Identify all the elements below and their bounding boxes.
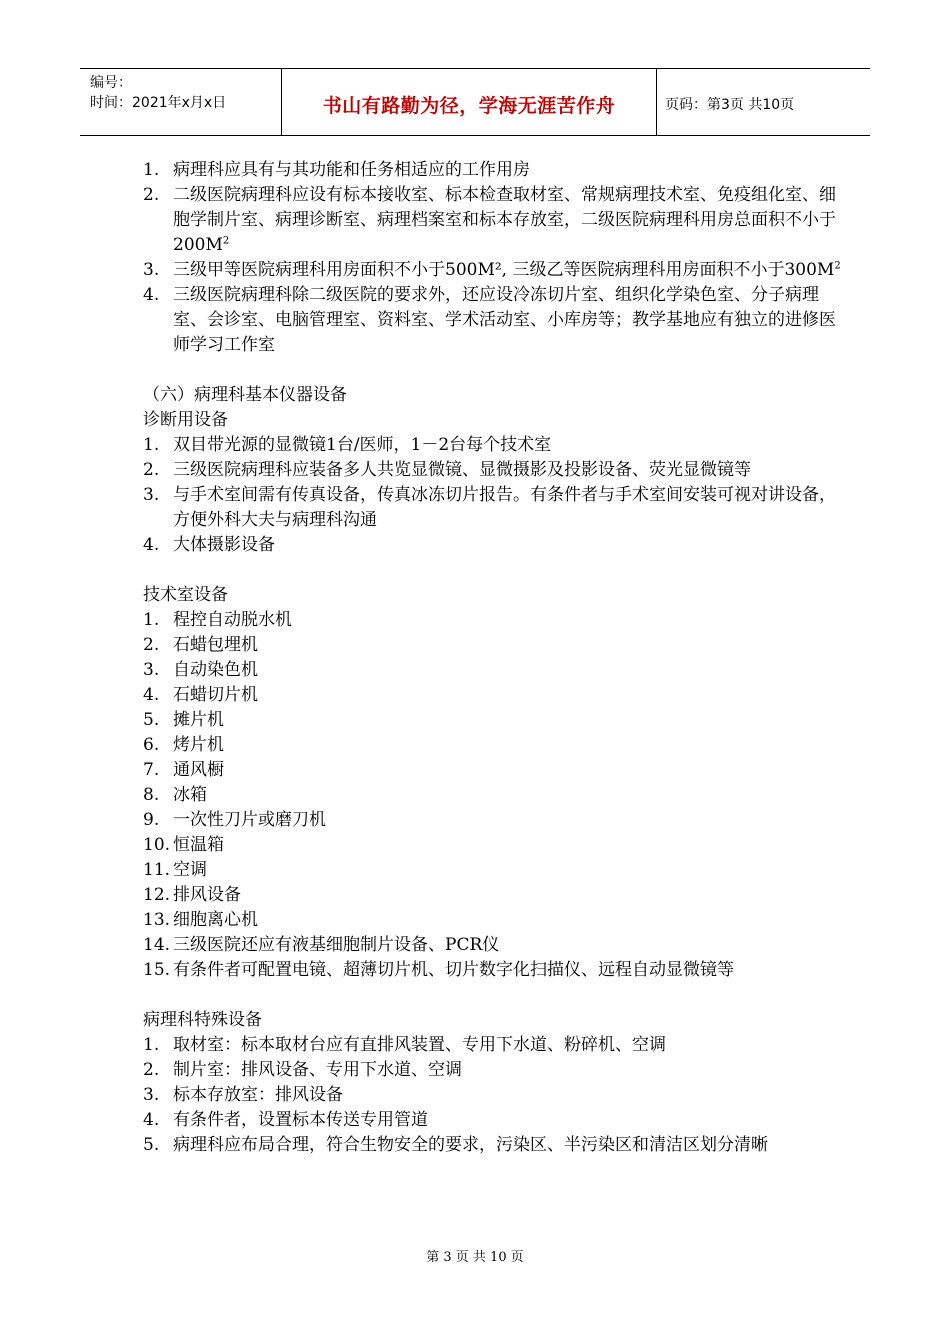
list-item [143,808,843,833]
list-item-number: 4. [143,535,160,555]
list-item-text: 有条件者可配置电镜、超薄切片机、切片数字化扫描仪、远程自动显微镜等 [173,960,734,980]
list-item-text: 细胞离心机 [173,910,258,930]
list-item [143,958,843,983]
list-item-number: 7. [143,760,160,780]
list-item-number: 12. [143,885,171,905]
document-body [143,158,843,1158]
list-item [143,458,843,483]
list-item [143,833,843,858]
list-item-number: 11. [143,860,171,880]
list-item-number: 1. [143,435,160,455]
superscript: 2 [834,260,841,272]
list-item [143,183,843,258]
list-item-number: 6. [143,735,160,755]
list-item [143,933,843,958]
list-item-text: 有条件者，设置标本传送专用管道 [173,1110,428,1130]
list-item-number: 14. [143,935,171,955]
special-title: 病理科特殊设备 [143,1010,262,1030]
list-item-number: 15. [143,960,171,980]
list-item-text: 双目带光源的显微镜1台/医师，1－2台每个技术室 [173,435,552,455]
list-item-text: 二级医院病理科应设有标本接收室、标本检查取材室、常规病理技术室、免疫组化室、细胞学制片室、病理诊断室、病理档案室和标本存放室，二级医院病理科用房总面积不小于200M [173,185,836,255]
diagnosis-title: 诊断用设备 [143,410,228,430]
header-motto: 书山有路勤为径，学海无涯苦作舟 [282,69,657,135]
list-item-text: 大体摄影设备 [173,535,275,555]
superscript: 2 [222,235,230,247]
list-item-text: 标本存放室：排风设备 [173,1085,343,1105]
list-item-number: 9. [143,810,160,830]
page-footer: 第 3 页 共 10 页 [426,1250,524,1265]
list-item [143,283,843,358]
list-item-text: 程控自动脱水机 [173,610,292,630]
list-item-number: 8. [143,785,160,805]
list-item [143,883,843,908]
list-item-text: 制片室：排风设备、专用下水道、空调 [173,1060,462,1080]
list-item-text: 一次性刀片或磨刀机 [173,810,326,830]
tech-list [143,608,843,983]
list-item [143,1133,843,1158]
special-list [143,1033,843,1158]
list-item-text: 取材室：标本取材台应有直排风装置、专用下水道、粉碎机、空调 [173,1035,666,1055]
list-item-number: 2. [143,1060,160,1080]
list-item-text: 三级医院病理科应装备多人共览显微镜、显微摄影及投影设备、荧光显微镜等 [173,460,751,480]
list-item-text: 烤片机 [173,735,224,755]
list-item-number: 3. [143,660,160,680]
list-item [143,908,843,933]
section-title: （六）病理科基本仪器设备 [143,385,347,405]
list-item-text: 冰箱 [173,785,207,805]
diagnosis-list [143,433,843,558]
list-item-text: 三级医院病理科除二级医院的要求外，还应设冷冻切片室、组织化学染色室、分子病理室、会诊室、电脑管理室、资料室、学术活动室、小库房等；教学基地应有独立的进修医师学习工作室 [173,285,836,355]
list-item-number: 5. [143,1135,160,1155]
list-item-text: 自动染色机 [173,660,258,680]
list-item-text: 摊片机 [173,710,224,730]
list-item-text: 三级医院还应有液基细胞制片设备、PCR仪 [173,935,500,955]
list-item [143,608,843,633]
list-item-text: 通风橱 [173,760,224,780]
list-item-number: 1. [143,1035,160,1055]
list-item [143,158,843,183]
list-item-text: 空调 [173,860,207,880]
list-item [143,858,843,883]
list-item [143,708,843,733]
list-item-text: 排风设备 [173,885,241,905]
list-item [143,683,843,708]
list-item [143,758,843,783]
list-item-number: 4. [143,285,160,305]
list-item [143,258,843,283]
list-item-number: 4. [143,1110,160,1130]
list-item-number: 1. [143,160,160,180]
list-item-number: 3. [143,260,160,280]
list-item [143,783,843,808]
list-item-text: 三级甲等医院病理科用房面积不小于500M², 三级乙等医院病理科用房面积不小于300M [173,260,835,280]
list-item-number: 3. [143,485,160,505]
list-item [143,1083,843,1108]
list-item [143,1058,843,1083]
list-item-number: 1. [143,610,160,630]
list-item-number: 13. [143,910,171,930]
list-item-number: 4. [143,685,160,705]
list-item-number: 3. [143,1085,160,1105]
list-item-text: 石蜡切片机 [173,685,258,705]
list-item [143,658,843,683]
list-item-text: 恒温箱 [173,835,224,855]
list-item [143,433,843,458]
list-item-text: 病理科应具有与其功能和任务相适应的工作用房 [173,160,530,180]
list-item-text: 病理科应布局合理，符合生物安全的要求，污染区、半污染区和清洁区划分清晰 [173,1135,768,1155]
header-meta-cell [80,69,282,135]
list-item-text: 与手术室间需有传真设备，传真冰冻切片报告。有条件者与手术室间安装可视对讲设备，方便外科大夫与病理科沟通 [173,485,836,530]
list-item-number: 5. [143,710,160,730]
list-item [143,1108,843,1133]
list-item [143,733,843,758]
list-item-number: 10. [143,835,171,855]
tech-title: 技术室设备 [143,585,228,605]
code-label: 编号： [90,75,132,91]
list-item [143,633,843,658]
list-item [143,1033,843,1058]
list-item-number: 2. [143,460,160,480]
rooms-list [143,158,843,358]
list-item-text: 石蜡包埋机 [173,635,258,655]
list-item [143,533,843,558]
list-item-number: 2. [143,635,160,655]
header-page-label: 页码：第3页 共10页 [665,97,795,113]
time-label: 时间：2021年x月x日 [90,95,227,111]
document-header [80,68,870,136]
list-item [143,483,843,533]
list-item-number: 2. [143,185,160,205]
